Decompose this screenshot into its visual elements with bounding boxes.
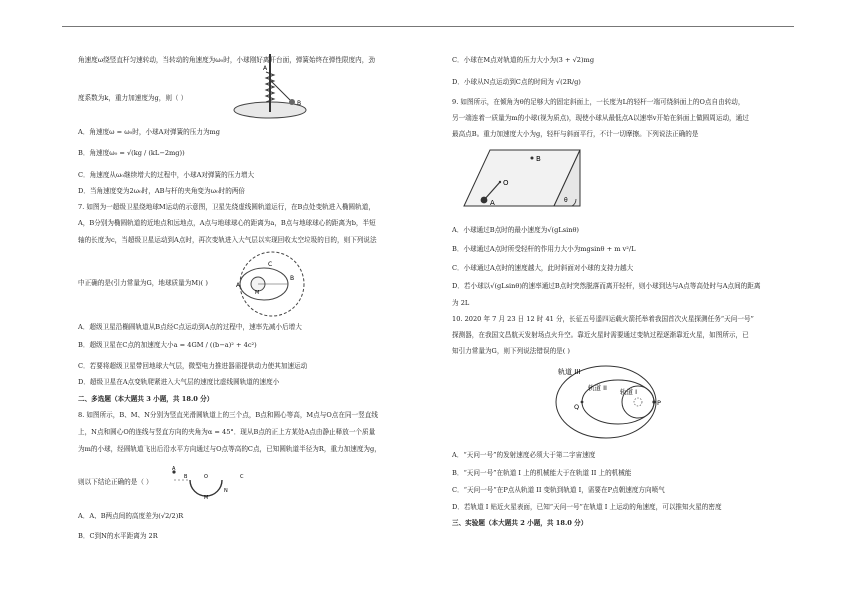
text-line: 中正确的是(引力常量为G，地球质量为M)( ) [78, 279, 208, 287]
text-line: A，B分别为椭圆轨道的近地点和远地点，A点与地球球心的距离为a，B点与地球球心的距离为b，半短 [78, 219, 376, 227]
option-b: B．超级卫星在C点的加速度大小a = 4GM / ((b−a)² + 4c²) [78, 341, 257, 349]
option-b: B．“天问一号”在轨道 I 上的机械能大于在轨道 II 上的机械能 [452, 469, 632, 477]
option-a: A．角速度ω = ω₀时，小球A对弹簧的压力为mg [78, 128, 221, 136]
mars-orbits-figure [540, 362, 680, 442]
text-line: 度系数为k，重力加速度为g，则（ ） [78, 94, 188, 102]
label-n: N [224, 488, 228, 494]
text-line: 则以下结论正确的是（ ） [78, 478, 153, 486]
label-orbit-3: 轨道 III [558, 368, 581, 376]
label-orbit-1: 轨道 I [620, 388, 637, 396]
option-a: A．“天问一号”的发射速度必须大于第二宇宙速度 [452, 451, 596, 459]
label-q: Q [574, 403, 580, 411]
option-d: D．若小球以√(gLsinθ)的速率通过B点时突然脱落而离开轻杆，则小球到达与A点等高处时与A点间的距离 [452, 282, 761, 290]
label-a: A [263, 65, 268, 72]
text-line: 角速度ω绕竖直杆匀速转动，当转动的角速度为ω₀时，小球刚好离开台面，弹簧始终在弹性限度内，劲 [78, 56, 375, 64]
label-o: O [503, 179, 509, 187]
label-m: M [255, 290, 260, 296]
question-7-stem: 7. 如图为一超级卫星绕地球M运动的示意图，卫星先绕虚线圆轨道运行，在B点处变轨进入椭圆轨道， [78, 203, 375, 211]
label-c: C [268, 261, 273, 268]
label-a: A [490, 199, 495, 207]
option-b: B．角速度ω₀ = √(kg / (kL−2mg)) [78, 149, 185, 157]
text-line: 为 2L [452, 299, 470, 307]
label-theta: θ [564, 197, 568, 204]
label-a: A [236, 282, 241, 289]
text-line: 上，N点和圆心O的连线与竖直方向的夹角为α = 45°．现从B点的正上方某处A点由静止释放一个质量 [78, 428, 376, 436]
text-line: 另一端连着一质量为m的小球(视为质点)，现使小球从最低点A以速率v开始在斜面上做圆周运动，通过 [452, 114, 749, 122]
option-c: C．若要将超级卫星带回地球大气层，微型电力推进器需提供动力使其加速运动 [78, 362, 308, 370]
text-line: 轴的长度为c，当超级卫星运动到A点时，再次变轨进入大气层以实现回收太空垃圾的目的，则下列说法 [78, 236, 377, 244]
option-a: A．A、B两点间的高度差为(√2/2)R [78, 512, 184, 520]
option-d: D．小球从N点运动到C点的时间为 √(2R/g) [452, 78, 581, 86]
text-line: 探测器，在我国文昌航天发射场点火升空。靠近火星时需要通过变轨过程逐渐靠近火星，如图所示，已 [452, 331, 749, 339]
label-b: B [290, 275, 295, 282]
label-a: A [172, 466, 176, 472]
label-c: C [240, 474, 244, 480]
text-line: 为m的小球，经圆轨道飞出后沿水平方向通过与O点等高的C点，已知圆轨道半径为R，重力加速度为g， [78, 445, 381, 453]
question-9-stem: 9. 如图所示，在倾角为θ的足够大的固定斜面上，一长度为L的轻杆一端可绕斜面上的O点自由转动， [452, 98, 745, 106]
spring-rod-figure [230, 50, 312, 122]
question-10-stem: 10. 2020 年 7 月 23 日 12 时 41 分，长征五号遥四运载火箭托举着我国首次火星探测任务“天问一号” [452, 315, 754, 323]
option-d: D．若轨道 I 贴近火星表面，已知“天问一号”在轨道 I 上运动的角速度，可以推知火星的密度 [452, 503, 722, 511]
question-8-stem: 8. 如图所示，B、M、N分别为竖直光滑圆轨道上的三个点，B点和圆心等高，M点与O点在同一竖直线 [78, 411, 378, 419]
label-m: M [204, 495, 209, 500]
label-b: B [184, 474, 188, 480]
option-c: C．“天问一号”在P点从轨道 II 变轨到轨道 I，需要在P点朝速度方向喷气 [452, 486, 665, 494]
circular-track-figure [170, 466, 250, 500]
option-a: A．超级卫星沿椭圆轨道从B点经C点运动到A点的过程中，速率先减小后增大 [78, 323, 302, 331]
label-orbit-2: 轨道 II [588, 384, 607, 392]
label-b: B [297, 100, 302, 107]
option-a: A．小球通过B点时的最小速度为√(gLsinθ) [452, 226, 579, 234]
header-rule [62, 26, 794, 27]
section-heading: 二、多选题（本大题共 3 小题，共 18.0 分） [78, 395, 214, 403]
option-c: C．小球在M点对轨道的压力大小为(3 + √2)mg [452, 56, 595, 64]
option-b: B．小球通过A点时所受轻杆的作用力大小为mgsinθ + m v²/L [452, 245, 636, 253]
incline-figure [462, 144, 584, 214]
text-line: 最高点B。重力加速度大小为g，轻杆与斜面平行，不计一切摩擦。下列说法正确的是 [452, 130, 699, 138]
label-o: O [204, 474, 208, 480]
label-b: B [536, 155, 541, 163]
label-p: P [657, 399, 661, 407]
option-d: D．超级卫星在A点变轨爬紧进入大气层的速度比虚线圆轨道的速度小 [78, 378, 280, 386]
section-heading: 三、实验题（本大题共 2 小题，共 18.0 分） [452, 519, 588, 527]
option-c: C．小球通过A点时的速度越大，此时斜面对小球的支持力越大 [452, 264, 634, 272]
text-line: 知引力常量为G，则下列说法错误的是( ) [452, 347, 571, 355]
satellite-orbit-figure [228, 250, 316, 318]
option-c: C．角速度从ω₀继续增大的过程中，小球A对弹簧的压力增大 [78, 171, 255, 179]
option-d: D．当角速度变为2ω₀时，AB与杆的夹角变为ω₀时的两倍 [78, 187, 246, 195]
option-b: B．C到N的水平距离为 2R [78, 532, 158, 540]
